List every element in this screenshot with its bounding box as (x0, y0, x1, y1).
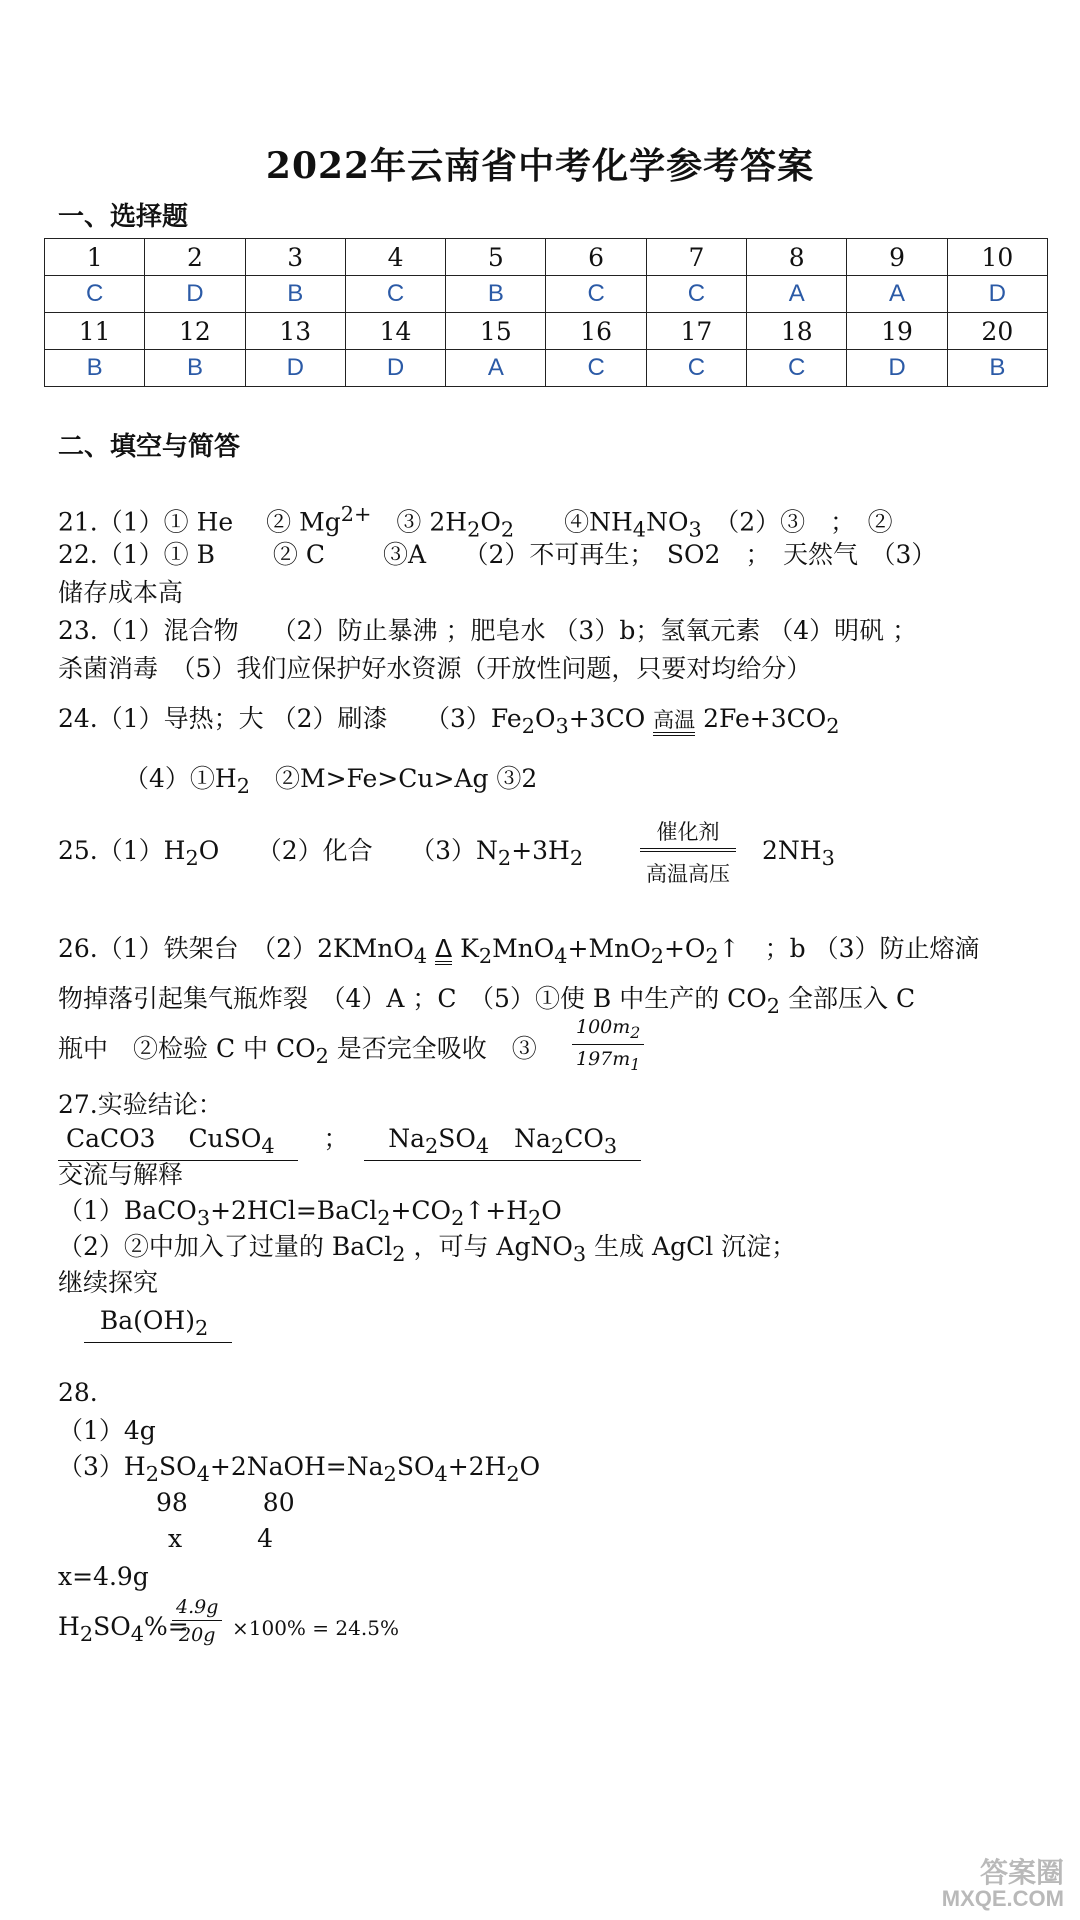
answer-line-27-continue-head: 继续探究 (58, 1268, 159, 1297)
subscript: 4 (130, 1622, 144, 1646)
text: K (452, 934, 479, 963)
answer-cell: C (345, 276, 445, 313)
answer-line-27-conclusion (58, 1124, 641, 1161)
blank-answer-3 (84, 1306, 232, 1343)
reaction-condition: 高温 (653, 709, 695, 736)
text: Na (388, 1124, 425, 1153)
subscript: 2 (424, 1134, 439, 1158)
text: （3）H (58, 1452, 146, 1481)
text: CO (564, 1124, 604, 1153)
answer-cell: D (847, 350, 947, 387)
text: ↑+H (464, 1196, 529, 1225)
text: 2Fe+3CO (695, 704, 827, 733)
answer-line-23: 23.（1）混合物 （2）防止暴沸 ；肥皂水 （3）b；氢氧元素 （4）明矾 ； (58, 616, 918, 645)
subscript: 4 (632, 517, 647, 542)
question-number: 1 (45, 239, 145, 276)
answer-cell: B (45, 350, 145, 387)
text: O (534, 704, 556, 733)
subscript: 2 (497, 846, 512, 870)
answer-line-25 (58, 836, 583, 871)
text: SO (93, 1612, 131, 1641)
subscript: 2 (377, 1206, 391, 1230)
subscript: 2 (79, 1622, 94, 1646)
subscript: 3 (688, 517, 702, 542)
question-number: 6 (546, 239, 646, 276)
answer-line-28-1: （1）4g (58, 1416, 156, 1445)
watermark-url: MXQE.COM (941, 1885, 1064, 1911)
answer-cell: B (947, 350, 1047, 387)
multiple-choice-answer-table (44, 238, 1048, 387)
answer-line-23-cont: 杀菌消毒 （5）我们应保护好水资源（开放性问题，只要对均给分） (58, 654, 812, 683)
fraction-numerator: 4.9g (172, 1596, 222, 1621)
answer-cell: B (245, 276, 345, 313)
answer-line-26 (58, 934, 980, 969)
answer-line-27-explain-head: 交流与解释 (58, 1160, 184, 1189)
text: SO (438, 1124, 476, 1153)
condition-label: 高温高压 (646, 862, 730, 886)
answer-line-26-cont2 (58, 1034, 537, 1069)
answer-cell: B (145, 350, 245, 387)
question-number: 10 (947, 239, 1047, 276)
answer-line-26-cont (58, 984, 915, 1019)
answer-line-28-percent (58, 1612, 189, 1647)
question-number: 11 (45, 313, 145, 350)
question-number: 17 (646, 313, 746, 350)
text: H (58, 1612, 80, 1641)
answer-line-21 (58, 502, 893, 542)
question-number: 4 (345, 239, 445, 276)
subscript: 2 (145, 1462, 159, 1486)
answer-cell: C (546, 276, 646, 313)
text: O (480, 507, 501, 537)
text: O (519, 1452, 541, 1481)
table-row-answers-1 (45, 276, 1048, 313)
text: 25.（1）H (58, 836, 186, 865)
subscript: 2 (705, 944, 719, 968)
answer-cell: C (646, 276, 746, 313)
text: ③ 2H (371, 507, 468, 537)
subscript: 2 (569, 846, 584, 870)
fraction-numerator (572, 1016, 644, 1045)
question-number: 8 (747, 239, 847, 276)
subscript: 2 (826, 714, 840, 738)
subscript: 2 (383, 1462, 397, 1486)
answer-cell: D (245, 350, 345, 387)
answer-cell: C (747, 350, 847, 387)
answer-cell: C (646, 350, 746, 387)
text: +MnO (567, 934, 651, 963)
subscript: 2 (521, 714, 535, 738)
answer-cell: D (947, 276, 1047, 313)
subscript: 2 (500, 517, 515, 542)
watermark (942, 1858, 1064, 1910)
text: Na (489, 1124, 551, 1153)
subscript: 3 (572, 1242, 587, 1266)
subscript: 2 (766, 994, 781, 1018)
question-number: 2 (145, 239, 245, 276)
catalyst-label: 催化剂 (640, 816, 736, 852)
text: 物掉落引起集气瓶炸裂 （4）A ；C （5）①使 B 中生产的 CO (58, 984, 767, 1013)
subscript: 2 (506, 1462, 520, 1486)
subscript: 3 (555, 714, 569, 738)
fraction-denominator: 20g (179, 1624, 216, 1646)
subscript: 4 (554, 944, 568, 968)
question-number: 16 (546, 313, 646, 350)
answer-line-25-product (762, 836, 835, 871)
text: （2）③ ； ② (701, 507, 893, 537)
section-fill-in-heading: 二、填空与简答 (58, 432, 241, 462)
text: 21.（1）① He ② Mg (58, 507, 341, 537)
subscript: 3 (196, 1206, 211, 1230)
text: （2）②中加入了过量的 BaCl (58, 1232, 393, 1261)
subscript: 2 (650, 944, 664, 968)
subscript: 4 (475, 1134, 490, 1158)
answer-cell: C (546, 350, 646, 387)
subscript: 4 (196, 1462, 210, 1486)
fraction-denominator (572, 1045, 644, 1074)
text: ，可与 AgNO (405, 1232, 573, 1261)
answer-cell: A (847, 276, 947, 313)
heat-symbol: Δ (435, 934, 453, 963)
answer-line-28-x: x=4.9g (58, 1562, 149, 1591)
subscript: 2 (185, 846, 199, 870)
subscript: 3 (603, 1134, 618, 1158)
answer-cell: A (747, 276, 847, 313)
subscript: 2 (451, 1206, 465, 1230)
text: 生成 AgCl 沉淀； (586, 1232, 797, 1261)
table-row-answers-2 (45, 350, 1048, 387)
question-number: 7 (646, 239, 746, 276)
text: 197m (576, 1047, 631, 1070)
text: +3CO (568, 704, 654, 733)
answer-line-28-3 (58, 1452, 540, 1487)
question-number: 9 (847, 239, 947, 276)
text: O （2）化合 （3）N (198, 836, 498, 865)
text: SO (158, 1452, 197, 1481)
text: 24.（1）导热；大 （2）刷漆 （3）Fe (58, 704, 522, 733)
text: （4）①H (124, 764, 237, 793)
section-multiple-choice-heading: 一、选择题 (58, 202, 189, 232)
answer-line-28-percent-result: ×100% = 24.5% (232, 1616, 399, 1640)
answer-line-22-cont: 储存成本高 (58, 578, 184, 607)
text: Ba(OH) (99, 1306, 195, 1335)
text: ②M>Fe>Cu>Ag ③2 (249, 764, 538, 793)
answer-line-27: 27.实验结论： (58, 1090, 223, 1119)
subscript: 4 (413, 944, 428, 968)
text: SO (396, 1452, 435, 1481)
subscript: 2 (528, 1206, 542, 1230)
text: 是否完全吸收 ③ (328, 1034, 537, 1063)
percent-fraction (172, 1596, 222, 1646)
answer-line-27-continue-answer (84, 1306, 232, 1343)
subscript: 2 (315, 1044, 329, 1068)
answer-line-24 (58, 704, 840, 739)
text: ↑ ；b （3）防止熔滴 (718, 934, 980, 963)
text: 全部压入 C (780, 984, 916, 1013)
text: （1）BaCO (58, 1196, 197, 1225)
blank-answer-1 (58, 1124, 298, 1161)
text: +2HCl=BaCl (210, 1196, 378, 1225)
subscript: 3 (821, 846, 835, 870)
question-number: 20 (947, 313, 1047, 350)
text: ； (298, 1124, 349, 1153)
text: MnO (492, 934, 555, 963)
superscript: 2+ (340, 502, 372, 526)
page-title: 2022年云南省中考化学参考答案 (265, 145, 815, 187)
answer-cell: D (145, 276, 245, 313)
question-number: 19 (847, 313, 947, 350)
text: 26.（1）铁架台 （2）2KMnO (58, 934, 414, 963)
table-row-numbers-1 (45, 239, 1048, 276)
reaction-condition-stack (640, 816, 736, 888)
blank-answer-2 (364, 1124, 641, 1161)
question-number: 5 (446, 239, 546, 276)
answer-line-24-4 (124, 764, 537, 799)
text: +2H (447, 1452, 507, 1481)
answer-cell: C (45, 276, 145, 313)
watermark-text: 答案圈 (979, 1856, 1064, 1888)
answer-line-22: 22.（1）① B ② C ③A （2）不可再生； SO2 ； 天然气 （3） (58, 540, 937, 569)
subscript: 2 (195, 1316, 209, 1340)
text: 2NH (762, 836, 822, 865)
question-number: 12 (145, 313, 245, 350)
answer-line-27-explain-2 (58, 1232, 796, 1267)
subscript: 4 (261, 1134, 275, 1158)
answer-line-28-ratio-2: x 4 (168, 1524, 274, 1553)
subscript: 1 (630, 1054, 641, 1074)
answer-line-28: 28. (58, 1378, 98, 1407)
subscript: 4 (434, 1462, 448, 1486)
text: +O (663, 934, 706, 963)
subscript: 2 (467, 517, 481, 542)
question-number: 13 (245, 313, 345, 350)
question-number: 18 (747, 313, 847, 350)
text: +CO (390, 1196, 452, 1225)
answer-line-27-explain-1 (58, 1196, 562, 1231)
answer-cell: B (446, 276, 546, 313)
text: NO (646, 507, 689, 537)
subscript: 2 (550, 1134, 565, 1158)
text: CaCO3 CuSO (65, 1124, 262, 1153)
answer-cell: D (345, 350, 445, 387)
answer-line-28-ratio-1: 98 80 (156, 1488, 295, 1517)
question-number: 15 (446, 313, 546, 350)
answer-cell: A (446, 350, 546, 387)
question-number: 3 (245, 239, 345, 276)
text: +3H (511, 836, 570, 865)
mass-ratio-fraction (572, 1016, 644, 1074)
question-number: 14 (345, 313, 445, 350)
table-row-numbers-2 (45, 313, 1048, 350)
subscript: 2 (236, 774, 250, 798)
text: +2NaOH=Na (209, 1452, 384, 1481)
text: 100m (576, 1016, 631, 1038)
text: %= (143, 1612, 189, 1641)
subscript: 2 (478, 944, 493, 968)
text: ④NH (514, 507, 633, 537)
text: 瓶中 ②检验 C 中 CO (58, 1034, 316, 1063)
subscript: 2 (392, 1242, 406, 1266)
text: O (541, 1196, 562, 1225)
subscript: 2 (630, 1022, 641, 1042)
